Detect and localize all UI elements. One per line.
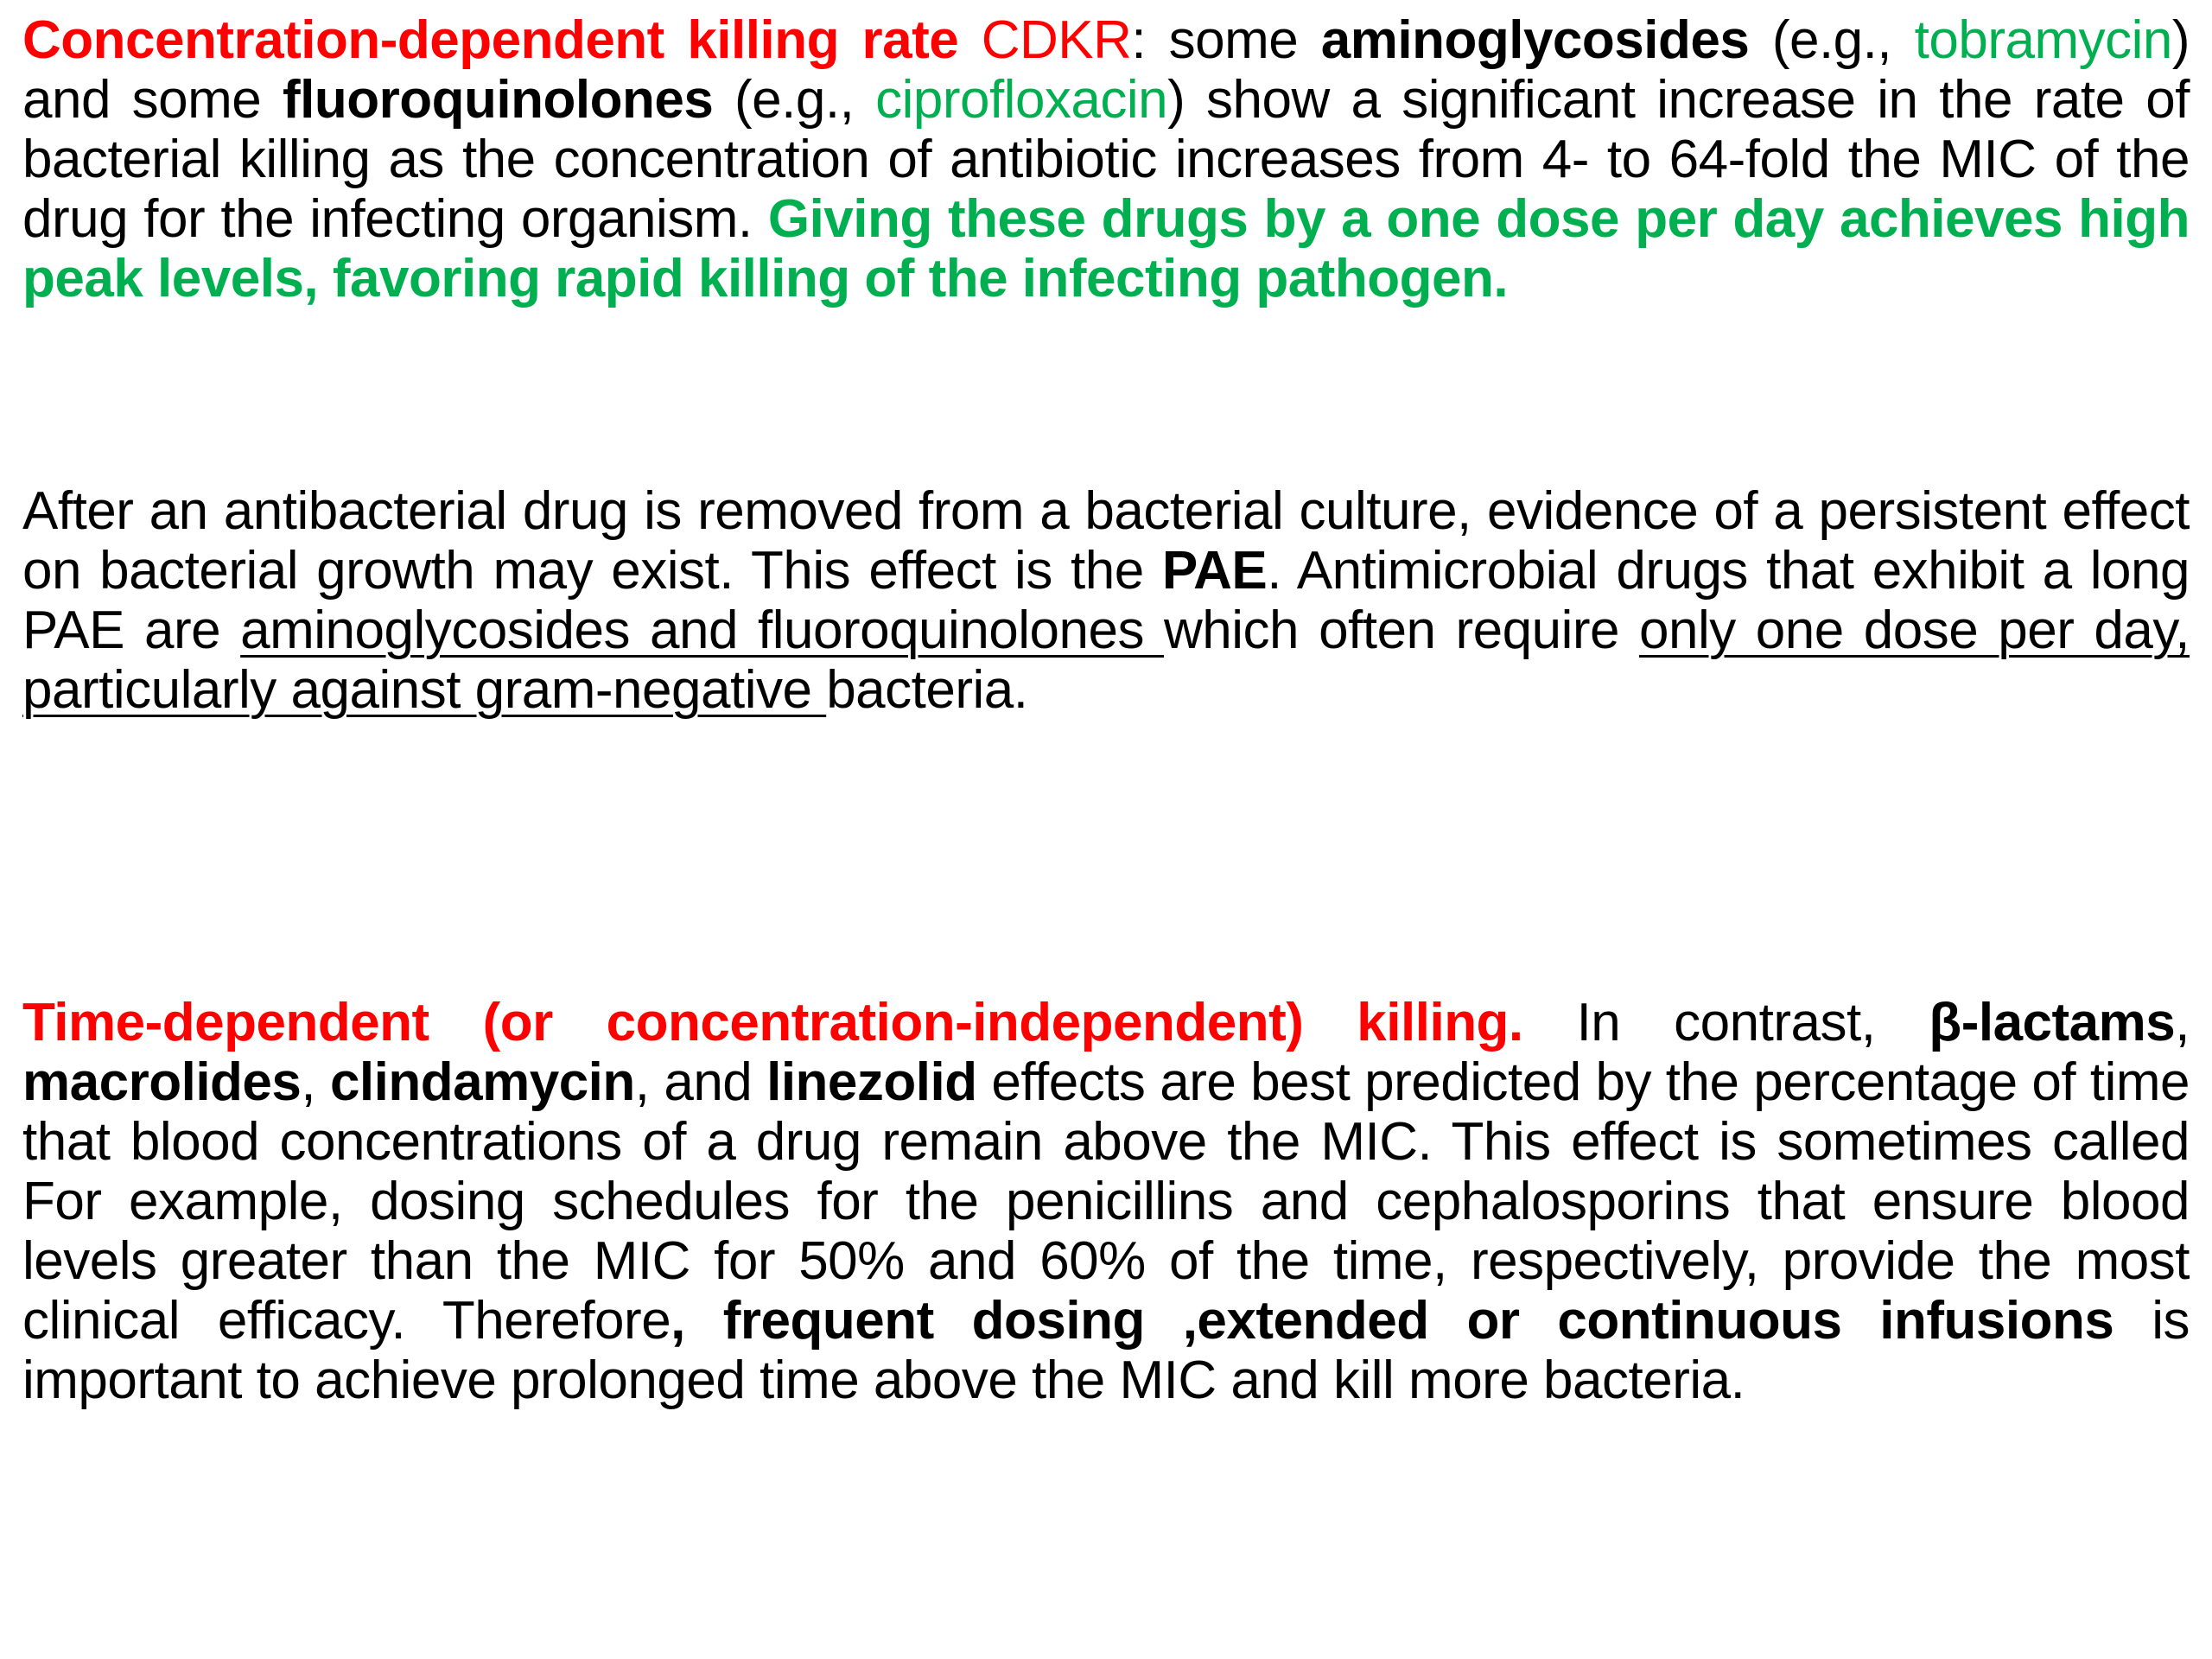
text: : some xyxy=(1131,10,1321,70)
text: , xyxy=(301,1052,330,1112)
text: effects are best predicted by the percentage of time that blood concentrations of a drug remain above the MIC. This effect is sometimes called For example, dosing schedules for the penicillins and cephalosporins that ensure blood levels greater than the MIC for 50% and 60% of the time, respectively, provide the most clinical efficacy. Therefore xyxy=(22,1052,2190,1351)
underlined-dosing: only one dose per day, particularly against gram-negative xyxy=(22,601,2190,720)
text: (e.g., xyxy=(1749,10,1915,70)
underlined-drug-classes: aminoglycosides and fluoroquinolones xyxy=(240,601,1165,660)
drug-tobramycin: tobramycin xyxy=(1914,10,2172,70)
term-macrolides: macrolides xyxy=(22,1052,302,1112)
text: , and xyxy=(634,1052,767,1112)
slide xyxy=(22,0,2190,1659)
text: . Antimicrobial drugs that exhibit a long PAE are xyxy=(22,541,2190,660)
text: which often require xyxy=(1164,601,1640,660)
text: ) and some xyxy=(22,10,2190,130)
term-beta-lactams: β-lactams xyxy=(1929,993,2176,1052)
paragraph-concentration-dependent xyxy=(22,10,2190,308)
heading-concentration-dependent: Concentration-dependent killing rate xyxy=(22,10,959,70)
paragraph-time-dependent xyxy=(22,993,2190,1410)
text: is important to achieve prolonged time above the MIC and kill more bacteria. xyxy=(22,1291,2190,1410)
acronym-cdkr: CDKR xyxy=(981,10,1132,70)
text: bacteria. xyxy=(826,660,1028,720)
drug-ciprofloxacin: ciprofloxacin xyxy=(875,70,1168,130)
highlight-once-daily: Giving these drugs by a one dose per day achieves high peak levels, favoring rapid killing of the infecting pathogen. xyxy=(22,189,2190,308)
term-linezolid: linezolid xyxy=(766,1052,977,1112)
paragraph-pae xyxy=(22,481,2190,720)
emphasis-dosing-strategies: , frequent dosing ,extended or continuous infusions xyxy=(671,1291,2114,1351)
term-clindamycin: clindamycin xyxy=(329,1052,635,1112)
term-fluoroquinolones: fluoroquinolones xyxy=(283,70,714,130)
term-pae: PAE xyxy=(1161,541,1268,601)
term-aminoglycosides: aminoglycosides xyxy=(1320,10,1750,70)
heading-time-dependent: Time-dependent (or concentration-independent) killing. xyxy=(22,993,1523,1052)
text: (e.g., xyxy=(713,70,876,130)
text: , xyxy=(2175,993,2190,1052)
text: ) show a significant increase in the rate of bacterial killing as the concentration of antibiotic increases from 4- to 64-fold the MIC of the drug for the infecting organism. xyxy=(22,70,2190,249)
text: In contrast, xyxy=(1522,993,1929,1052)
text: After an antibacterial drug is removed from a bacterial culture, evidence of a persistent effect on bacterial growth may exist. This effect is the xyxy=(22,481,2190,601)
